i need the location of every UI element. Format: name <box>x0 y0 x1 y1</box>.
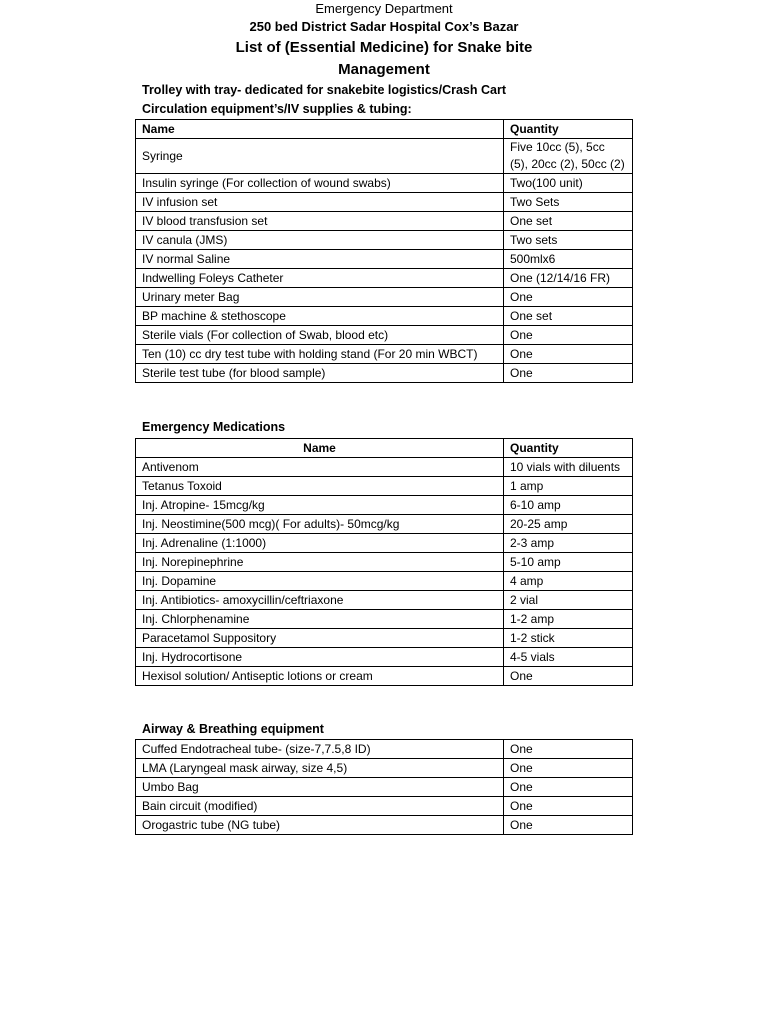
item-quantity: 4-5 vials <box>504 648 633 667</box>
item-quantity: One <box>504 364 633 383</box>
table-row <box>136 193 633 212</box>
table-row <box>136 816 633 835</box>
item-quantity: One <box>504 759 633 778</box>
table-header-row <box>136 439 633 458</box>
item-quantity: One set <box>504 307 633 326</box>
column-header-quantity: Quantity <box>504 439 633 458</box>
item-quantity: 2-3 amp <box>504 534 633 553</box>
item-quantity: 10 vials with diluents <box>504 458 633 477</box>
item-quantity: Two sets <box>504 231 633 250</box>
table-row <box>136 174 633 193</box>
table-row <box>136 572 633 591</box>
column-header-quantity: Quantity <box>504 120 633 139</box>
item-quantity: 2 vial <box>504 591 633 610</box>
item-quantity: One <box>504 816 633 835</box>
item-name: Ten (10) cc dry test tube with holding stand (For 20 min WBCT) <box>136 345 504 364</box>
item-name: Inj. Neostimine(500 mcg)( For adults)- 50mcg/kg <box>136 515 504 534</box>
table-row <box>136 667 633 686</box>
table-row <box>136 345 633 364</box>
airway-table <box>135 739 633 835</box>
column-header-name: Name <box>136 120 504 139</box>
table-row <box>136 269 633 288</box>
table-row <box>136 212 633 231</box>
table-row <box>136 797 633 816</box>
item-name: IV infusion set <box>136 193 504 212</box>
airway-heading: Airway & Breathing equipment <box>142 722 324 736</box>
table-row <box>136 648 633 667</box>
circulation-table <box>135 119 633 383</box>
item-name: Insulin syringe (For collection of wound swabs) <box>136 174 504 193</box>
item-name: Sterile vials (For collection of Swab, blood etc) <box>136 326 504 345</box>
item-quantity: One <box>504 797 633 816</box>
item-name: Orogastric tube (NG tube) <box>136 816 504 835</box>
table-row <box>136 231 633 250</box>
item-quantity: One <box>504 345 633 364</box>
item-name: Bain circuit (modified) <box>136 797 504 816</box>
item-quantity: 1 amp <box>504 477 633 496</box>
item-quantity: 4 amp <box>504 572 633 591</box>
item-quantity: Two(100 unit) <box>504 174 633 193</box>
item-name: Umbo Bag <box>136 778 504 797</box>
table-row <box>136 629 633 648</box>
item-name: Tetanus Toxoid <box>136 477 504 496</box>
table-row <box>136 610 633 629</box>
table-row <box>136 139 633 174</box>
item-name: Urinary meter Bag <box>136 288 504 307</box>
item-quantity: One <box>504 326 633 345</box>
item-name: Inj. Hydrocortisone <box>136 648 504 667</box>
item-name: Inj. Antibiotics- amoxycillin/ceftriaxone <box>136 591 504 610</box>
item-name: Syringe <box>136 139 504 174</box>
item-quantity: One (12/14/16 FR) <box>504 269 633 288</box>
table-row <box>136 740 633 759</box>
table-row <box>136 534 633 553</box>
table-row <box>136 553 633 572</box>
document-title-continued: Management <box>338 61 430 78</box>
item-quantity: One set <box>504 212 633 231</box>
document-title: List of (Essential Medicine) for Snake bite <box>235 39 533 56</box>
item-name: Inj. Norepinephrine <box>136 553 504 572</box>
item-name: IV normal Saline <box>136 250 504 269</box>
table-row <box>136 515 633 534</box>
item-name: Indwelling Foleys Catheter <box>136 269 504 288</box>
item-name: IV canula (JMS) <box>136 231 504 250</box>
item-name: Inj. Atropine- 15mcg/kg <box>136 496 504 515</box>
item-name: IV blood transfusion set <box>136 212 504 231</box>
item-quantity: 5-10 amp <box>504 553 633 572</box>
table-header-row <box>136 120 633 139</box>
item-quantity: 1-2 stick <box>504 629 633 648</box>
table-row <box>136 759 633 778</box>
hospital-name: 250 bed District Sadar Hospital Cox’s Bazar <box>249 19 519 34</box>
item-name: Inj. Adrenaline (1:1000) <box>136 534 504 553</box>
table-row <box>136 250 633 269</box>
trolley-heading: Trolley with tray- dedicated for snakebite logistics/Crash Cart <box>142 83 506 97</box>
medications-heading: Emergency Medications <box>142 420 286 434</box>
table-row <box>136 307 633 326</box>
item-name: LMA (Laryngeal mask airway, size 4,5) <box>136 759 504 778</box>
item-name: Antivenom <box>136 458 504 477</box>
item-quantity: 500mlx6 <box>504 250 633 269</box>
table-row <box>136 326 633 345</box>
item-quantity: One <box>504 740 633 759</box>
table-row <box>136 477 633 496</box>
item-quantity: 6-10 amp <box>504 496 633 515</box>
table-row <box>136 364 633 383</box>
table-row <box>136 496 633 515</box>
item-quantity: Two Sets <box>504 193 633 212</box>
item-name: BP machine & stethoscope <box>136 307 504 326</box>
medications-table <box>135 438 633 686</box>
item-name: Paracetamol Suppository <box>136 629 504 648</box>
table-row <box>136 778 633 797</box>
item-quantity: 20-25 amp <box>504 515 633 534</box>
table-row <box>136 288 633 307</box>
item-name: Cuffed Endotracheal tube- (size-7,7.5,8 ID) <box>136 740 504 759</box>
item-name: Inj. Chlorphenamine <box>136 610 504 629</box>
item-name: Inj. Dopamine <box>136 572 504 591</box>
item-quantity: One <box>504 667 633 686</box>
item-quantity: 1-2 amp <box>504 610 633 629</box>
item-quantity: One <box>504 778 633 797</box>
column-header-name: Name <box>136 439 504 458</box>
table-row <box>136 458 633 477</box>
item-name: Hexisol solution/ Antiseptic lotions or cream <box>136 667 504 686</box>
department-title: Emergency Department <box>315 1 453 16</box>
item-quantity: One <box>504 288 633 307</box>
item-quantity: Five 10cc (5), 5cc (5), 20cc (2), 50cc (2) <box>504 139 633 174</box>
table-row <box>136 591 633 610</box>
item-name: Sterile test tube (for blood sample) <box>136 364 504 383</box>
circulation-heading: Circulation equipment’s/IV supplies & tubing: <box>142 102 412 116</box>
